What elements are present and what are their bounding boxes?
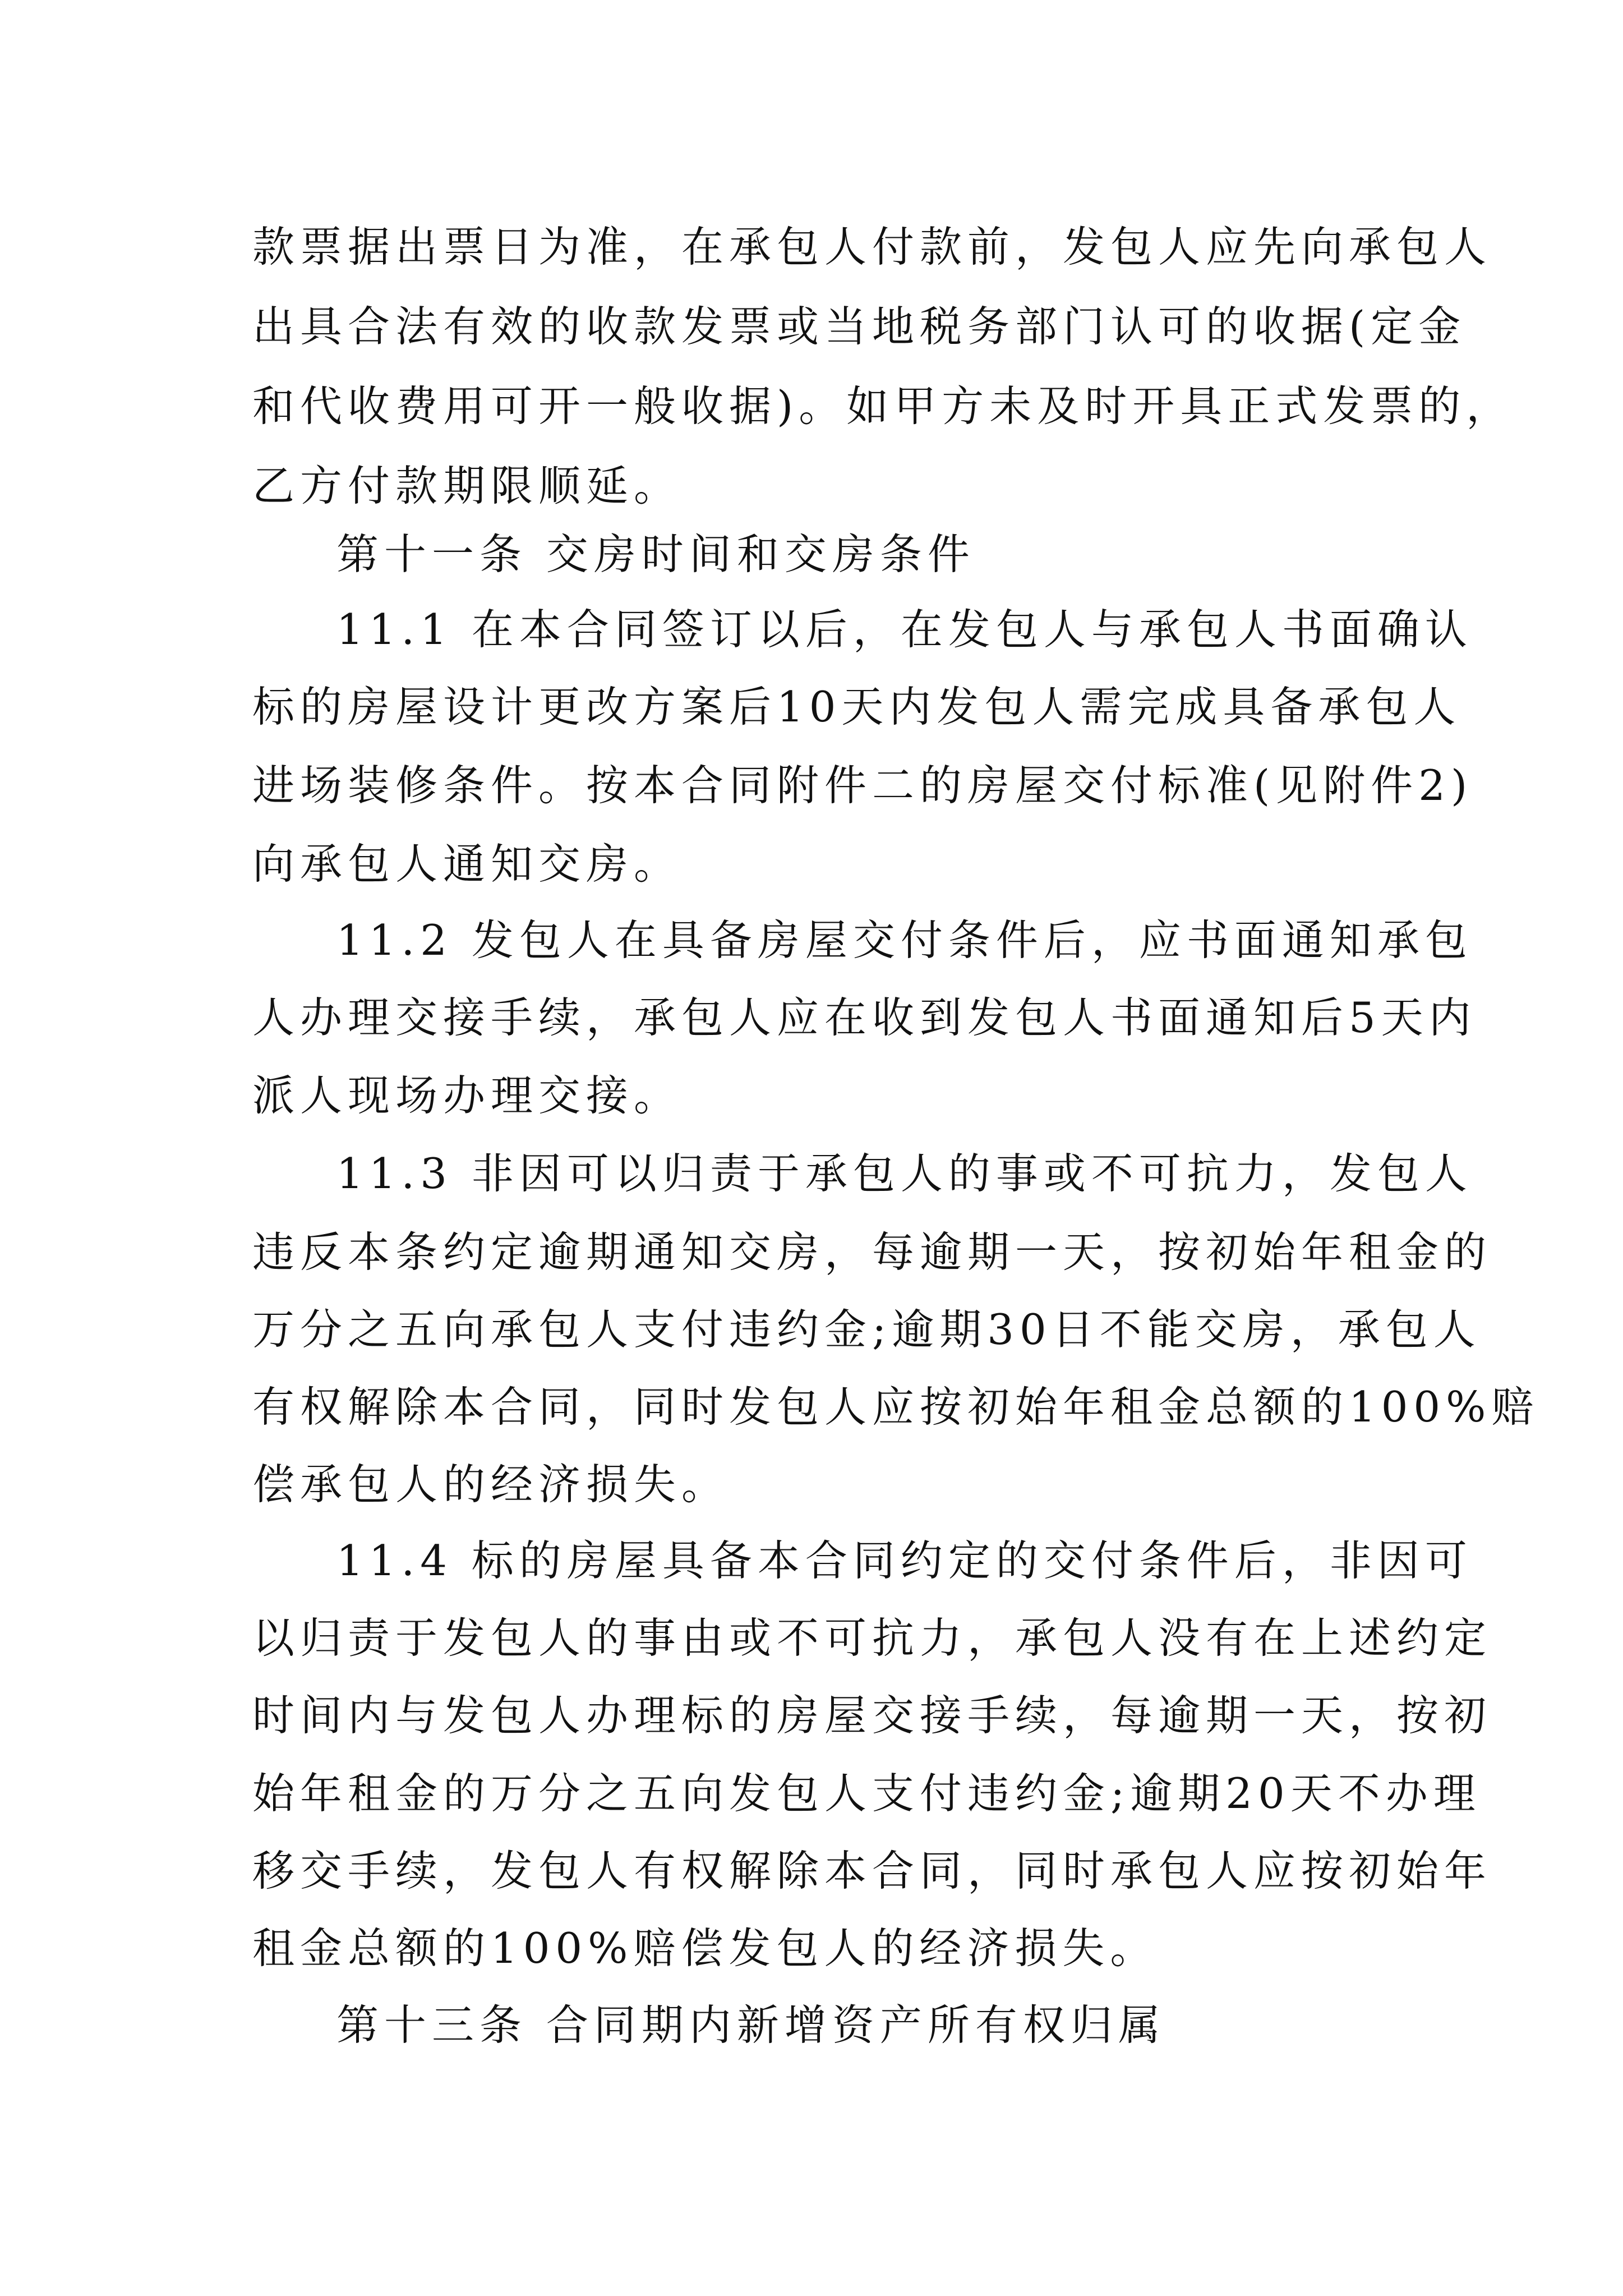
text-line: 移交手续，发包人有权解除本合同，同时承包人应按初始年 — [252, 1846, 1492, 1895]
text-line: 进场装修条件。按本合同附件二的房屋交付标准(见附件2) — [252, 761, 1473, 810]
text-line: 偿承包人的经济损失。 — [252, 1460, 730, 1509]
text-line: 租金总额的100%赔偿发包人的经济损失。 — [252, 1924, 1158, 1973]
text-line: 人办理交接手续，承包人应在收到发包人书面通知后5天内 — [252, 993, 1477, 1042]
section-heading: 第十三条 合同期内新增资产所有权归属 — [336, 2000, 1166, 2050]
clause-first-line: 11.1 在本合同签订以后，在发包人与承包人书面确认 — [336, 605, 1473, 654]
section-heading: 第十一条 交房时间和交房条件 — [336, 530, 975, 579]
text-line: 向承包人通知交房。 — [252, 839, 682, 889]
text-line: 万分之五向承包人支付违约金;逾期30日不能交房，承包人 — [252, 1305, 1481, 1354]
text-line: 始年租金的万分之五向发包人支付违约金;逾期20天不办理 — [252, 1769, 1481, 1818]
text-line: 标的房屋设计更改方案后10天内发包人需完成具备承包人 — [252, 682, 1461, 731]
text-line: 有权解除本合同，同时发包人应按初始年租金总额的100%赔 — [252, 1382, 1539, 1432]
text-line: 款票据出票日为准，在承包人付款前，发包人应先向承包人 — [252, 222, 1492, 272]
clause-first-line: 11.2 发包人在具备房屋交付条件后，应书面通知承包 — [336, 915, 1473, 965]
text-line: 出具合法有效的收款发票或当地税务部门认可的收据(定金 — [252, 302, 1467, 351]
text-line: 以归责于发包人的事由或不可抗力，承包人没有在上述约定 — [252, 1613, 1492, 1663]
text-line: 时间内与发包人办理标的房屋交接手续，每逾期一天，按初 — [252, 1691, 1492, 1740]
text-line: 违反本条约定逾期通知交房，每逾期一天，按初始年租金的 — [252, 1227, 1492, 1277]
text-line: 和代收费用可开一般收据)。如甲方未及时开具正式发票的， — [252, 381, 1514, 431]
clause-first-line: 11.4 标的房屋具备本合同约定的交付条件后，非因可 — [336, 1536, 1473, 1585]
text-line: 派人现场办理交接。 — [252, 1071, 682, 1120]
clause-first-line: 11.3 非因可以归责于承包人的事或不可抗力，发包人 — [336, 1149, 1473, 1198]
text-line: 乙方付款期限顺延。 — [252, 461, 682, 510]
